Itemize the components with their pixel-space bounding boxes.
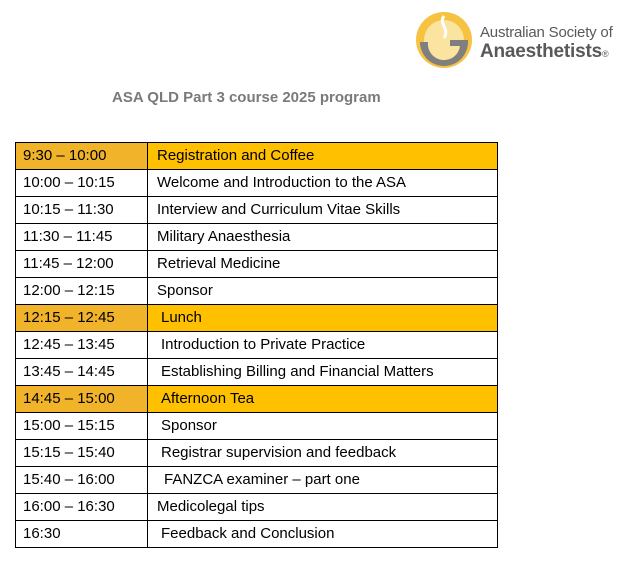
table-row — [16, 494, 498, 521]
logo-line-2-text: Anaesthetists — [480, 41, 602, 62]
table-row — [16, 359, 498, 386]
table-row — [16, 251, 498, 278]
logo-line-2 — [480, 41, 613, 63]
table-row — [16, 386, 498, 413]
session-cell: Medicolegal tips — [148, 494, 498, 521]
logo-registered-mark: ® — [602, 49, 609, 59]
time-cell: 12:00 – 12:15 — [16, 278, 148, 305]
asa-logo-text — [480, 24, 613, 63]
time-cell: 10:15 – 11:30 — [16, 197, 148, 224]
table-row — [16, 278, 498, 305]
session-cell: Military Anaesthesia — [148, 224, 498, 251]
time-cell: 16:00 – 16:30 — [16, 494, 148, 521]
program-table-body — [16, 143, 498, 548]
asa-logo — [414, 10, 620, 72]
time-cell: 13:45 – 14:45 — [16, 359, 148, 386]
table-row — [16, 170, 498, 197]
session-cell: Interview and Curriculum Vitae Skills — [148, 197, 498, 224]
table-row — [16, 413, 498, 440]
table-row — [16, 197, 498, 224]
session-cell: Lunch — [148, 305, 498, 332]
table-row — [16, 467, 498, 494]
time-cell: 15:40 – 16:00 — [16, 467, 148, 494]
session-cell: Registrar supervision and feedback — [148, 440, 498, 467]
session-cell: Registration and Coffee — [148, 143, 498, 170]
time-cell: 15:15 – 15:40 — [16, 440, 148, 467]
table-row — [16, 224, 498, 251]
time-cell: 12:45 – 13:45 — [16, 332, 148, 359]
session-cell: Introduction to Private Practice — [148, 332, 498, 359]
session-cell: Establishing Billing and Financial Matters — [148, 359, 498, 386]
table-row — [16, 521, 498, 548]
session-cell: Feedback and Conclusion — [148, 521, 498, 548]
time-cell: 14:45 – 15:00 — [16, 386, 148, 413]
session-cell: Afternoon Tea — [148, 386, 498, 413]
session-cell: Sponsor — [148, 413, 498, 440]
time-cell: 12:15 – 12:45 — [16, 305, 148, 332]
time-cell: 16:30 — [16, 521, 148, 548]
program-table — [15, 142, 498, 548]
logo-line-1: Australian Society of — [480, 24, 613, 41]
session-cell: FANZCA examiner – part one — [148, 467, 498, 494]
page-title: ASA QLD Part 3 course 2025 program — [112, 89, 381, 106]
time-cell: 11:45 – 12:00 — [16, 251, 148, 278]
table-row — [16, 305, 498, 332]
session-cell: Sponsor — [148, 278, 498, 305]
time-cell: 10:00 – 10:15 — [16, 170, 148, 197]
time-cell: 9:30 – 10:00 — [16, 143, 148, 170]
time-cell: 11:30 – 11:45 — [16, 224, 148, 251]
session-cell: Welcome and Introduction to the ASA — [148, 170, 498, 197]
time-cell: 15:00 – 15:15 — [16, 413, 148, 440]
session-cell: Retrieval Medicine — [148, 251, 498, 278]
table-row — [16, 332, 498, 359]
table-row — [16, 143, 498, 170]
asa-logo-icon — [414, 10, 474, 70]
table-row — [16, 440, 498, 467]
